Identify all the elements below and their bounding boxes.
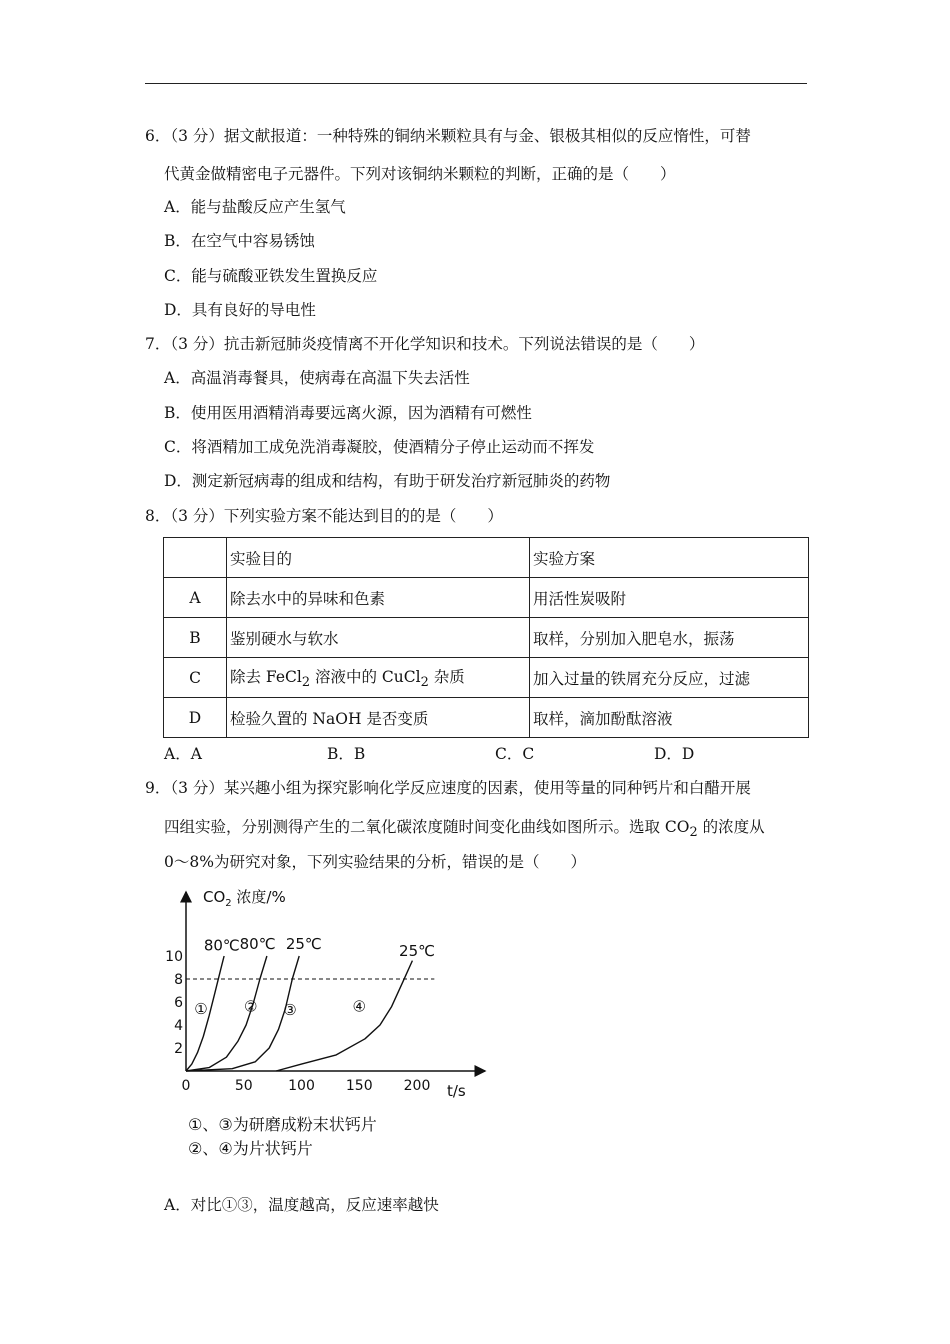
header-rule	[145, 83, 807, 84]
row-plan: 取样，分别加入肥皂水，振荡	[530, 618, 809, 658]
q7-option-d: D．测定新冠病毒的组成和结构，有助于研发治疗新冠肺炎的药物	[164, 472, 611, 490]
q9-stem-line2-pre: 四组实验，分别测得产生的二氧化碳浓度随时间变化曲线如图所示。选取 CO	[164, 818, 690, 836]
y-tick-label: 2	[174, 1041, 183, 1057]
series-temp-label-4: 25℃	[399, 942, 435, 960]
q9-stem-line2-post: 的浓度从	[697, 818, 765, 836]
x-tick-label: 200	[403, 1078, 431, 1094]
q7-option-a: A．高温消毒餐具，使病毒在高温下失去活性	[164, 369, 470, 387]
q9-option-a: A．对比①③，温度越高，反应速率越快	[164, 1196, 439, 1214]
q6-option-b: B．在空气中容易锈蚀	[164, 232, 315, 250]
subscript: 2	[689, 825, 698, 841]
x-tick-label: 100	[288, 1078, 315, 1094]
q8-table	[163, 537, 809, 738]
goal-text-post: 杂质	[428, 667, 465, 686]
table-row	[164, 578, 809, 618]
x-tick-label: 150	[345, 1078, 373, 1094]
table-row	[164, 618, 809, 658]
series-label-1: ①	[194, 999, 208, 1018]
row-label: B	[164, 618, 227, 658]
subscript: 2	[301, 675, 311, 691]
table-row	[164, 658, 809, 698]
series-label-3: ③	[283, 1001, 297, 1020]
q9-note-2: ②、④为片状钙片	[188, 1139, 313, 1158]
subscript: 2	[420, 675, 429, 691]
row-label: A	[164, 578, 227, 618]
q8-option-a: A．A	[164, 745, 202, 763]
q7-option-c: C．将酒精加工成免洗消毒凝胶，使酒精分子停止运动而不挥发	[164, 438, 595, 456]
row-plan: 加入过量的铁屑充分反应，过滤	[530, 658, 809, 698]
q6-stem-line1: 6．（3 分）据文献报道：一种特殊的铜纳米颗粒具有与金、银极其相似的反应惰性，可替	[145, 127, 751, 145]
y-tick-label: 6	[174, 995, 183, 1011]
q7-option-b: B．使用医用酒精消毒要远离火源，因为酒精有可燃性	[164, 404, 532, 422]
series-label-4: ④	[352, 997, 366, 1016]
q6-option-d: D．具有良好的导电性	[164, 301, 316, 319]
q7-stem: 7．（3 分）抗击新冠肺炎疫情离不开化学知识和技术。下列说法错误的是（ ）	[145, 335, 705, 353]
row-goal: 鉴别硬水与软水	[227, 618, 530, 658]
q6-option-c: C．能与硫酸亚铁发生置换反应	[164, 267, 378, 285]
x-axis-label: t/s	[447, 1082, 466, 1100]
row-goal: 除去水中的异味和色素	[227, 578, 530, 618]
q8-option-b: B．B	[327, 745, 366, 763]
q8-stem: 8．（3 分）下列实验方案不能达到目的的是（ ）	[145, 507, 503, 525]
x-tick-label: 50	[234, 1078, 253, 1094]
q6-stem-line2: 代黄金做精密电子元器件。下列对该铜纳米颗粒的判断，正确的是（ ）	[164, 165, 676, 183]
row-goal	[227, 658, 530, 698]
series-temp-label-3: 25℃	[285, 935, 322, 954]
table-row	[164, 698, 809, 738]
row-label: C	[164, 658, 227, 698]
q8-option-d: D．D	[654, 745, 695, 763]
header-goal-cell: 实验目的	[227, 538, 530, 578]
goal-text-mid: 溶液中的 CuCl	[310, 667, 421, 686]
q9-note-1: ①、③为研磨成粉末状钙片	[188, 1115, 377, 1134]
q9-stem-line1: 9．（3 分）某兴趣小组为探究影响化学反应速度的因素，使用等量的同种钙片和白醋开展	[145, 779, 751, 797]
x-tick-label: 0	[181, 1078, 191, 1094]
goal-text-pre: 除去 FeCl	[230, 667, 302, 686]
co2-concentration-chart	[160, 880, 500, 1105]
row-plan: 取样，滴加酚酞溶液	[530, 698, 809, 738]
header-blank-cell	[164, 538, 227, 578]
y-axis-label: $CO_2$ 浓度/%	[203, 888, 286, 909]
row-goal: 检验久置的 NaOH 是否变质	[227, 698, 530, 738]
series-temp-label-2: 80℃	[239, 935, 276, 954]
y-tick-label: 10	[165, 949, 183, 965]
q9-stem-line3: 0～8%为研究对象，下列实验结果的分析，错误的是（ ）	[164, 853, 586, 871]
series-label-2: ②	[243, 997, 258, 1016]
q6-option-a: A．能与盐酸反应产生氢气	[164, 198, 346, 216]
q9-stem-line2	[164, 817, 765, 843]
table-header-row	[164, 538, 809, 578]
row-label: D	[164, 698, 227, 738]
q8-option-c: C．C	[495, 745, 535, 763]
header-plan-cell: 实验方案	[530, 538, 809, 578]
series-temp-label-1: 80℃	[203, 936, 240, 955]
y-tick-label: 8	[174, 972, 183, 988]
y-tick-label: 4	[174, 1018, 183, 1034]
row-plan: 用活性炭吸附	[530, 578, 809, 618]
